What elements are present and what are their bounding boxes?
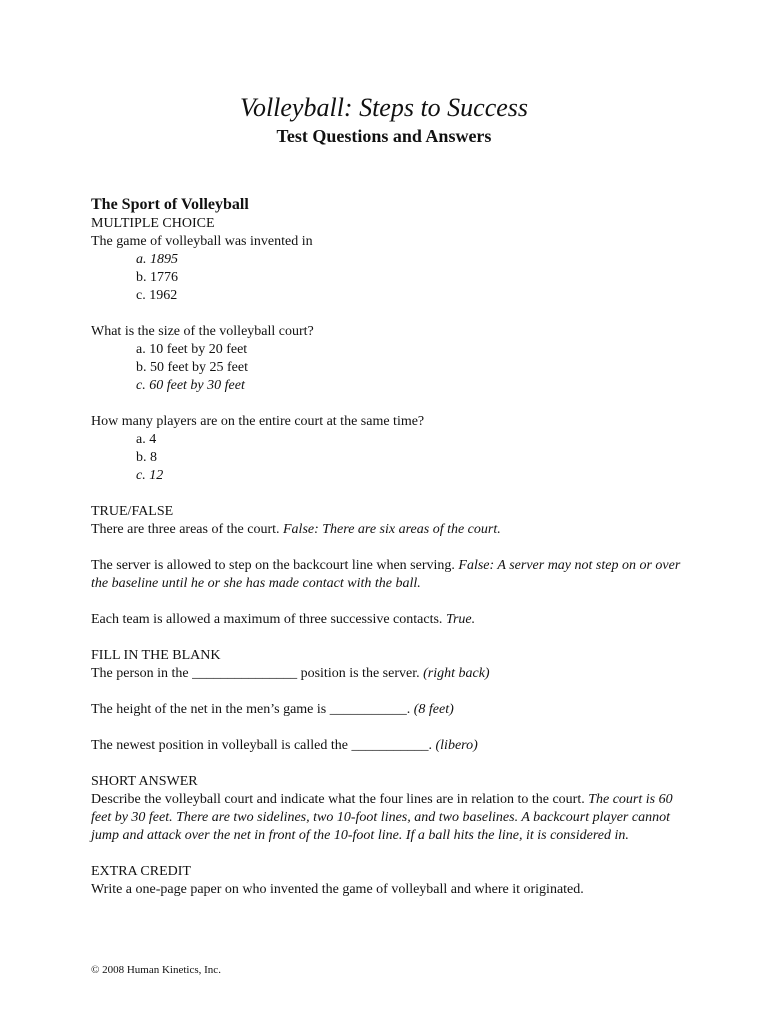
mc-option: c. 12: [136, 468, 164, 483]
fb-blank: _______________: [192, 666, 298, 681]
fb-answer: (libero): [435, 738, 478, 753]
section-title: The Sport of Volleyball: [91, 196, 249, 213]
fb-blank: ___________: [329, 702, 407, 717]
fb-text-after: .: [406, 702, 411, 717]
fill-blank-item-1: [91, 665, 691, 683]
tf-statement: Each team is allowed a maximum of three successive contacts.: [91, 612, 443, 627]
tf-item-1: [91, 521, 691, 539]
fb-blank: ___________: [351, 738, 429, 753]
mc-question-3: [91, 413, 691, 485]
tf-answer: True.: [445, 612, 476, 627]
mc-option: b. 50 feet by 25 feet: [136, 360, 248, 375]
fb-answer: (8 feet): [413, 702, 454, 717]
short-answer-item: [91, 791, 691, 845]
mc-option: c. 1962: [136, 288, 178, 303]
multiple-choice-label: MULTIPLE CHOICE: [91, 216, 215, 231]
fill-blank-label: FILL IN THE BLANK: [91, 648, 221, 663]
mc-option: b. 8: [136, 450, 157, 465]
mc-question-text: The game of volleyball was invented in: [91, 234, 313, 249]
document-body: [91, 195, 691, 899]
fill-blank-item-2: [91, 701, 691, 719]
tf-answer: False: There are six areas of the court.: [283, 522, 501, 537]
mc-question-text: How many players are on the entire court at the same time?: [91, 414, 425, 429]
true-false-label: TRUE/FALSE: [91, 504, 174, 519]
fb-text-before: The height of the net in the men’s game is: [91, 702, 330, 717]
mc-option: a. 1895: [136, 252, 178, 267]
fb-answer: (right back): [423, 666, 490, 681]
fb-text-before: The newest position in volleyball is called the: [91, 738, 352, 753]
tf-item-3: [91, 611, 691, 629]
document-title: Volleyball: Steps to Success: [239, 93, 529, 122]
mc-question-text: What is the size of the volleyball court?: [91, 324, 314, 339]
sa-question: Describe the volleyball court and indicate what the four lines are in relation to the court.: [91, 792, 585, 807]
fill-blank-item-3: [91, 737, 691, 755]
copyright-footer: © 2008 Human Kinetics, Inc.: [91, 964, 221, 976]
tf-statement: The server is allowed to step on the backcourt line when serving.: [91, 558, 455, 573]
mc-option: b. 1776: [136, 270, 178, 285]
mc-option: a. 10 feet by 20 feet: [136, 342, 248, 357]
mc-question-1: [91, 233, 691, 305]
extra-credit-label: EXTRA CREDIT: [91, 864, 191, 879]
sa-answer: The court is 60 feet by 30 feet. There are two sidelines, two 10-foot lines, and two baselines. A backcourt player cannot jump and attack over the net in front of the 10-foot line. If a ball hits the line, it is considered in.: [91, 792, 673, 843]
fb-text-after: .: [428, 738, 432, 753]
fb-text-after: position is the server.: [297, 666, 420, 681]
fb-text-before: The person in the: [91, 666, 193, 681]
mc-option: c. 60 feet by 30 feet: [136, 378, 245, 393]
tf-item-2: [91, 557, 691, 593]
document-subtitle: Test Questions and Answers: [276, 126, 492, 146]
extra-credit-text: Write a one-page paper on who invented the game of volleyball and where it originated.: [91, 882, 584, 897]
tf-statement: There are three areas of the court.: [91, 522, 280, 537]
tf-answer: False: A server may not step on or over the baseline until he or she has made contact with the ball.: [91, 558, 681, 591]
mc-option: a. 4: [136, 432, 157, 447]
short-answer-label: SHORT ANSWER: [91, 774, 198, 789]
mc-question-2: [91, 323, 691, 395]
